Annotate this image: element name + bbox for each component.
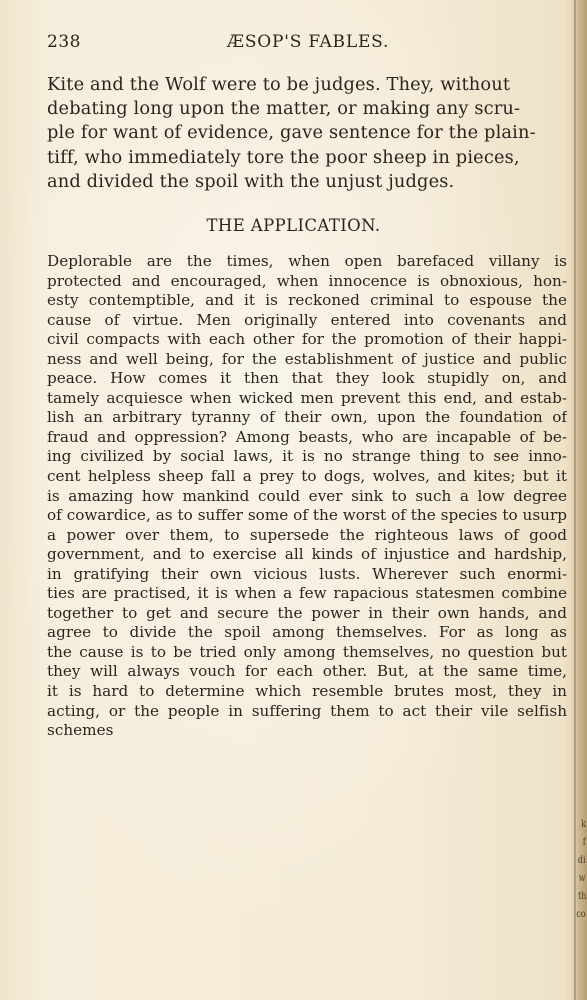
application-title: THE APPLICATION.	[206, 216, 381, 235]
application-line-8: tamely acquiesce when wicked men prevent this end, and estab-	[47, 388, 567, 407]
lead-line-1: Kite and the Wolf were to be judges. They, without	[47, 74, 511, 95]
application-line-9: lish an arbitrary tyranny of their own, upon the foundation of	[47, 408, 567, 427]
application-line-21: the cause is to be tried only among themselves, no question but	[47, 642, 567, 661]
page-binding-edge	[572, 0, 587, 1000]
lead-paragraph	[47, 73, 569, 194]
application-line-17: in gratifying their own vicious lusts. Wherever such enormi-	[47, 564, 567, 583]
application-line-23: it is hard to determine which resemble brutes most, they in	[47, 682, 567, 701]
margin-fragment-4: w	[579, 873, 586, 884]
application-line-11: ing civilized by social laws, it is no strange thing to see inno-	[47, 447, 567, 466]
running-title: ÆSOP'S FABLES.	[227, 32, 390, 52]
application-line-16: government, and to exercise all kinds of injustice and hardship,	[47, 545, 567, 564]
application-line-2: protected and encouraged, when innocence is obnoxious, hon-	[47, 271, 567, 290]
application-paragraph	[47, 252, 567, 741]
margin-fragment-1: k	[581, 819, 586, 830]
lead-line-4: tiff, who immediately tore the poor sheep in pieces,	[47, 146, 520, 168]
lead-line-5: and divided the spoil with the unjust judges.	[47, 170, 455, 192]
application-line-15: a power over them, to supersede the righteous laws of good	[47, 525, 567, 544]
application-line-14: of cowardice, as to suffer some of the worst of the species to usurp	[47, 506, 567, 525]
lead-line-3: ple for want of evidence, gave sentence for the plain-	[47, 122, 536, 144]
application-line-12: cent helpless sheep fall a prey to dogs, wolves, and kites; but it	[47, 467, 567, 486]
margin-fragment-6: co	[576, 909, 586, 920]
margin-fragment-5: th	[577, 891, 586, 902]
lead-line-2: debating long upon the matter, or making any scru-	[47, 98, 521, 120]
application-line-20: agree to divide the spoil among themselves. For as long as	[47, 623, 567, 642]
page-header	[47, 30, 564, 54]
application-line-4: cause of virtue. Men originally entered into covenants and	[47, 310, 567, 329]
application-line-24: acting, or the people in suffering them to act their vile selfish	[47, 701, 567, 720]
application-line-25: schemes	[47, 721, 114, 740]
application-line-1: Deplorable are the times, when open barefaced villany is	[47, 252, 567, 270]
application-line-13: is amazing how mankind could ever sink to such a low degree	[47, 486, 567, 505]
application-line-10: fraud and oppression? Among beasts, who are incapable of be-	[47, 427, 567, 446]
application-line-3: esty contemptible, and it is reckoned criminal to espouse the	[47, 291, 567, 310]
application-line-19: together to get and secure the power in their own hands, and	[47, 603, 567, 622]
margin-fragment-3: di	[578, 855, 586, 866]
application-line-18: ties are practised, it is when a few rapacious statesmen combine	[47, 584, 567, 603]
application-line-22: they will always vouch for each other. But, at the same time,	[47, 662, 567, 681]
page-number: 238	[47, 32, 81, 52]
application-line-7: peace. How comes it then that they look stupidly on, and	[47, 369, 567, 388]
application-line-6: ness and well being, for the establishment of justice and public	[47, 349, 567, 368]
margin-fragment-2: f	[583, 837, 586, 848]
application-line-5: civil compacts with each other for the promotion of their happi-	[47, 330, 567, 349]
